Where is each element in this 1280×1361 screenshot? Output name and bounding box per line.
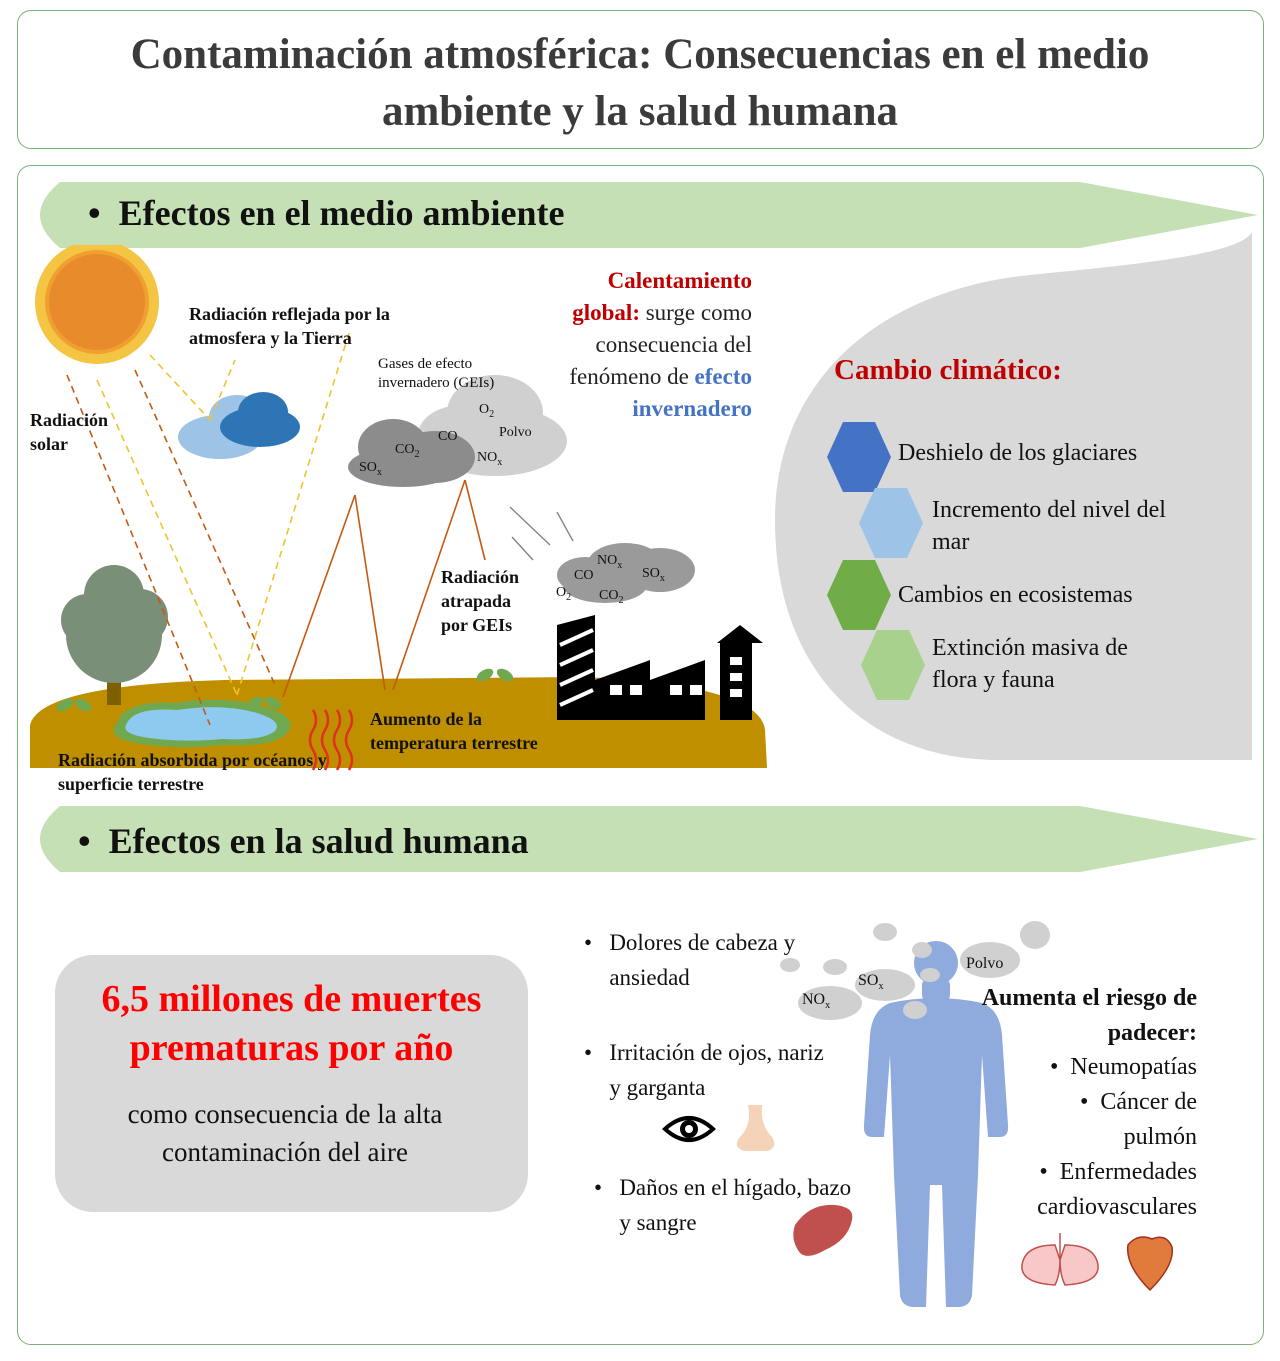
climate-item-1: Deshielo de los glaciares <box>898 440 1138 466</box>
climate-item-2: Incremento del nivel del mar <box>932 497 1166 555</box>
risk-1: • Neumopatías <box>1049 1054 1197 1080</box>
global-warming-text: Calentamiento global: surge como consecuencia del fenómeno de efecto invernadero <box>569 268 752 421</box>
smoke-o2: $O_2$ <box>556 585 572 603</box>
mol-nox: $NO_x$ <box>477 450 503 468</box>
heart-icon <box>1128 1237 1173 1290</box>
cloud-sox: $SO_x$ <box>858 972 884 993</box>
env-heading: • Efectos en el medio ambiente <box>88 193 565 233</box>
cloud-nox: $NO_x$ <box>802 991 831 1012</box>
deaths-subtext: como consecuencia de la alta contaminación del aire <box>127 1099 443 1167</box>
health-heading: • Efectos en la salud humana <box>78 821 529 861</box>
symptom-1: • Dolores de cabeza y ansiedad <box>584 930 796 990</box>
page-title <box>0 26 1280 140</box>
sun-icon <box>35 245 159 364</box>
liver-icon <box>793 1205 852 1256</box>
bullet: • <box>88 193 101 233</box>
mol-co: CO <box>438 429 458 444</box>
trapped-radiation-label: Radiación atrapada por GEIs <box>441 567 520 635</box>
title-line-2: ambiente y la salud humana <box>381 88 899 135</box>
climate-item-4: Extinción masiva de flora y fauna <box>932 635 1128 693</box>
mol-o2: $O_2$ <box>479 402 495 420</box>
title-line-1: Contaminación atmosférica: Consecuencias en el medio <box>130 31 1150 78</box>
risk-2: • Cáncer de pulmón <box>1079 1089 1197 1150</box>
eye-icon <box>665 1118 713 1140</box>
symptom-2: • Irritación de ojos, nariz y garganta <box>584 1040 824 1100</box>
smoke-co2: $CO_2$ <box>599 588 624 606</box>
absorbed-radiation-label: Radiación absorbida por océanos y superficie terrestre <box>58 750 327 794</box>
cloud-icon <box>178 392 300 459</box>
ghg-label: Gases de efecto invernadero (GEIs) <box>378 356 495 391</box>
climate-item-3: Cambios en ecosistemas <box>898 582 1133 608</box>
mol-sox: $SO_x$ <box>359 460 382 478</box>
deaths-headline: 6,5 millones de muertes prematuras por año <box>101 978 482 1069</box>
lungs-icon <box>1022 1233 1098 1285</box>
risk-title: Aumenta el riesgo de padecer: <box>981 985 1197 1046</box>
cloud-polvo: Polvo <box>966 955 1004 972</box>
smoke-sox: $SO_x$ <box>642 566 665 584</box>
climate-title: Cambio climático: <box>834 354 1062 386</box>
smoke-nox: $NO_x$ <box>597 553 623 571</box>
factory-icon <box>557 615 763 720</box>
mol-co2: $CO_2$ <box>395 442 420 460</box>
solar-radiation-label: Radiación solar <box>30 410 109 454</box>
reflected-radiation-label: Radiación reflejada por la atmosfera y la Tierra <box>189 304 390 348</box>
nose-icon <box>737 1105 774 1151</box>
smoke-co: CO <box>574 568 594 583</box>
temperature-rise-label: Aumento de la temperatura terrestre <box>370 709 538 753</box>
symptom-3: • Daños en el hígado, bazo y sangre <box>594 1175 852 1235</box>
risk-3: • Enfermedades cardiovasculares <box>1037 1159 1197 1220</box>
mol-polvo: Polvo <box>499 425 532 440</box>
